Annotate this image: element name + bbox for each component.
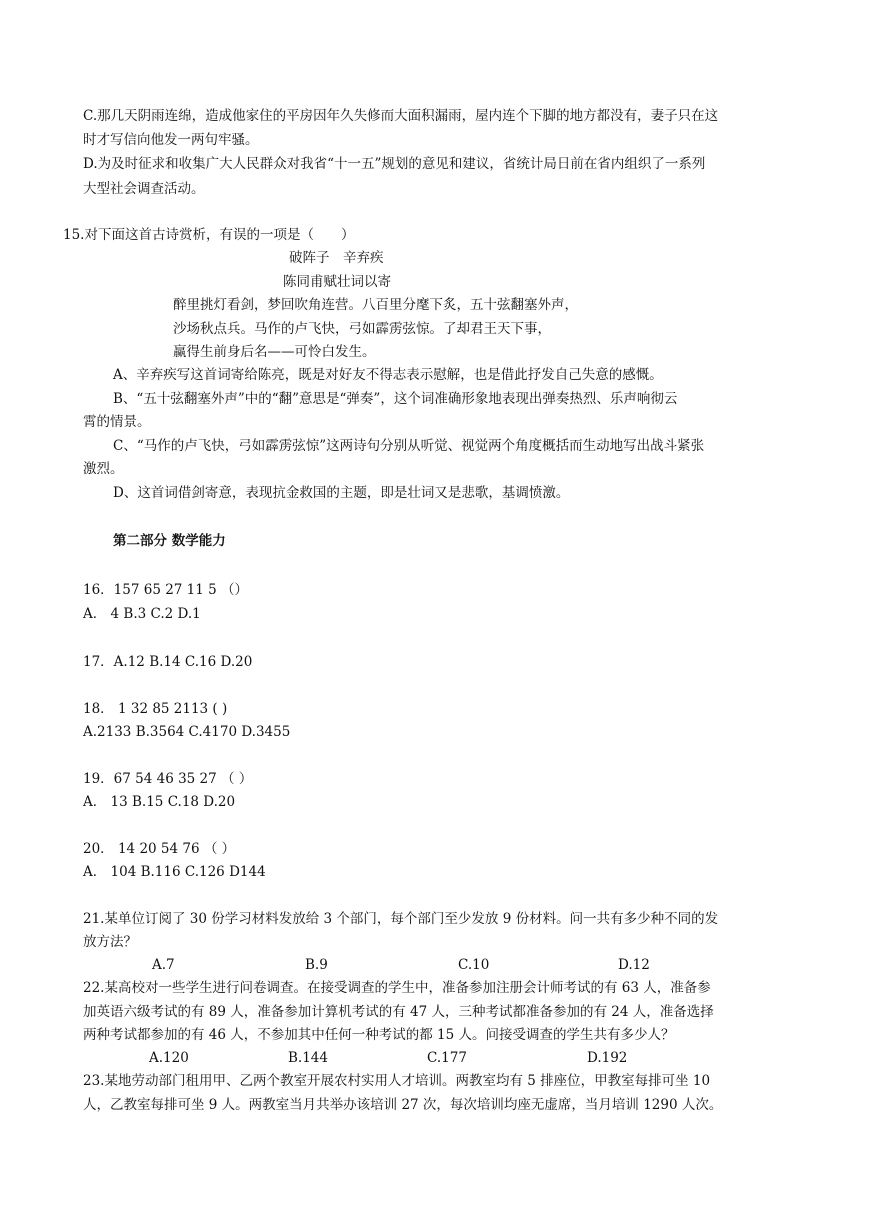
q18-stem: 18． 1 32 85 2113 ( )	[83, 701, 228, 717]
q14-option-c-line2: 时才写信向他发一两句牢骚。	[83, 132, 259, 148]
q20-stem: 20． 14 20 54 76 （ ）	[83, 841, 236, 857]
q15-option-c-line2: 激烈。	[83, 461, 124, 477]
q16-stem: 16．157 65 27 11 5 （）	[83, 582, 249, 598]
poem-title: 破阵子 辛弃疾	[289, 250, 384, 266]
q21-line-2: 放方法？	[83, 934, 137, 950]
q19-options: A． 13 B.15 C.18 D.20	[83, 794, 236, 810]
q21-option-a: A.7	[152, 957, 175, 973]
q23-line-2: 人，乙教室每排可坐 9 人。两教室当月共举办该培训 27 次，每次培训均座无虚席，当月培训 1290 人次。	[83, 1097, 723, 1113]
q14-option-d-line2: 大型社会调查活动。	[83, 181, 205, 197]
q23-line-1: 23.某地劳动部门租用甲、乙两个教室开展农村实用人才培训。两教室均有 5 排座位，甲教室每排可坐 10	[83, 1073, 711, 1089]
q22-option-a: A.120	[149, 1050, 189, 1066]
q21-option-d: D.12	[618, 957, 650, 973]
q15-option-a: A、辛弃疾写这首词寄给陈亮，既是对好友不得志表示慰解，也是借此抒发自己失意的感慨。	[113, 367, 663, 383]
q21-option-b: B.9	[305, 957, 328, 973]
q21-option-c: C.10	[458, 957, 490, 973]
q14-option-d-line1: D.为及时征求和收集广大人民群众对我省“十一五”规划的意见和建议，省统计局日前在省内组织了一系列	[83, 156, 706, 172]
poem-line-3: 赢得生前身后名——可怜白发生。	[173, 344, 376, 360]
q20-options: A． 104 B.116 C.126 D144	[83, 864, 266, 880]
poem-line-2: 沙场秋点兵。马作的卢飞快，弓如霹雳弦惊。了却君王天下事，	[173, 321, 551, 337]
q15-option-b-line2: 霄的情景。	[83, 414, 151, 430]
q15-stem: 15.对下面这首古诗赏析，有误的一项是（ ）	[63, 227, 355, 243]
q22-line-1: 22.某高校对一些学生进行问卷调查。在接受调查的学生中，准备参加注册会计师考试的有 63 人，准备参	[83, 980, 711, 996]
q15-option-c-line1: C、“马作的卢飞快，弓如霹雳弦惊”这两诗句分别从听觉、视觉两个角度概括而生动地写出战斗紧张	[113, 438, 705, 454]
q15-option-d: D、这首词借剑寄意，表现抗金救国的主题，即是壮词又是悲歌，基调愤激。	[113, 485, 570, 501]
q22-option-c: C.177	[427, 1050, 467, 1066]
q18-options: A.2133 B.3564 C.4170 D.3455	[83, 724, 291, 740]
q22-line-2: 加英语六级考试的有 89 人，准备参加计算机考试的有 47 人，三种考试都准备参加的有 24 人，准备选择	[83, 1004, 714, 1020]
q22-line-3: 两种考试都参加的有 46 人，不参加其中任何一种考试的都 15 人。问接受调查的学生共有多少人？	[83, 1027, 675, 1043]
q15-option-b-line1: B、“五十弦翻塞外声”中的“翻”意思是“弹奏”，这个词准确形象地表现出弹奏热烈、乐声响彻云	[113, 391, 678, 407]
q14-option-c-line1: C.那几天阴雨连绵，造成他家住的平房因年久失修而大面积漏雨，屋内连个下脚的地方都没有，妻子只在这	[83, 108, 719, 124]
poem-subtitle: 陈同甫赋壮词以寄	[283, 274, 391, 290]
q22-option-d: D.192	[587, 1050, 628, 1066]
section-2-title: 第二部分 数学能力	[113, 533, 226, 549]
q21-line-1: 21.某单位订阅了 30 份学习材料发放给 3 个部门，每个部门至少发放 9 份材料。问一共有多少种不同的发	[83, 911, 719, 927]
q17-stem: 17．A.12 B.14 C.16 D.20	[83, 654, 253, 670]
poem-line-1: 醉里挑灯看剑，梦回吹角连营。八百里分麾下炙，五十弦翻塞外声，	[173, 297, 578, 313]
q19-stem: 19．67 54 46 35 27 （ ）	[83, 771, 253, 787]
q16-options: A． 4 B.3 C.2 D.1	[83, 606, 201, 622]
q22-option-b: B.144	[288, 1050, 328, 1066]
